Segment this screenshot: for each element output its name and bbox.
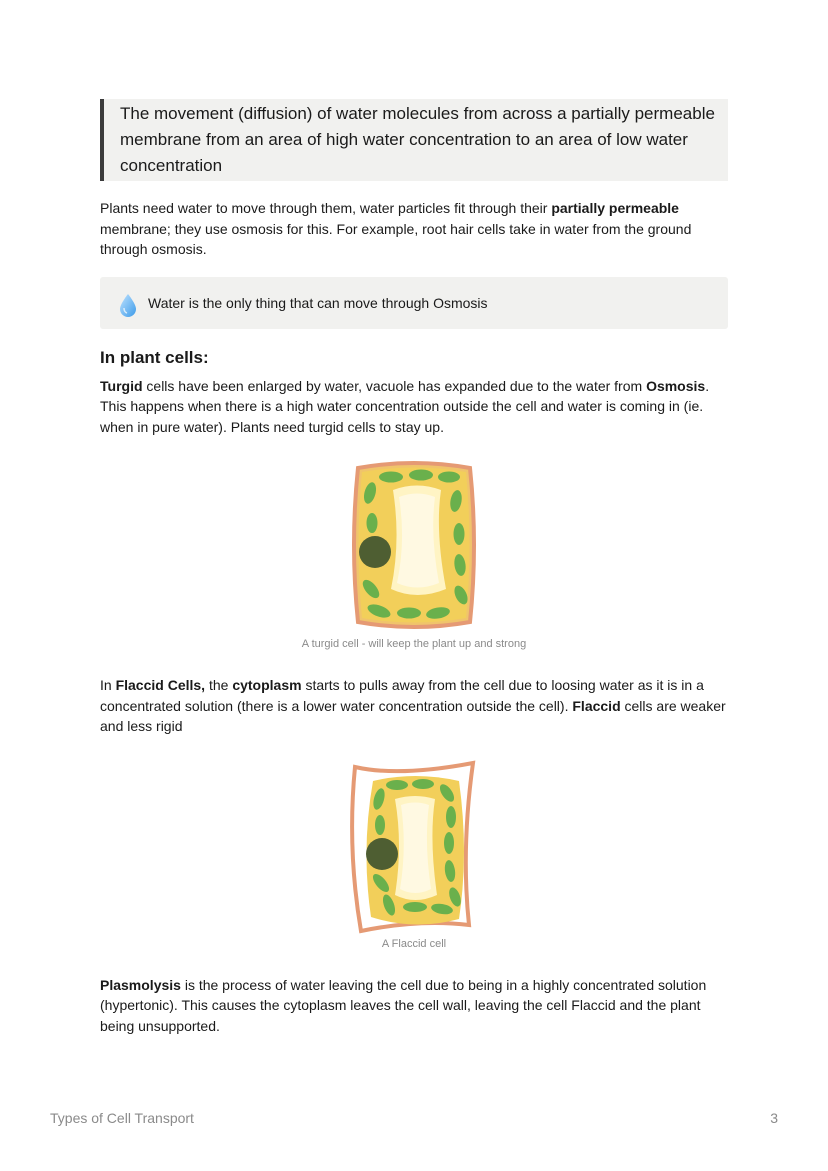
- nucleus: [366, 838, 398, 870]
- section-heading: In plant cells:: [100, 347, 209, 367]
- page-content: [100, 99, 728, 1036]
- callout-box: [100, 277, 728, 329]
- nucleus: [359, 536, 391, 568]
- footer-title: Types of Cell Transport: [50, 1110, 194, 1126]
- flaccid-caption: A Flaccid cell: [381, 937, 447, 950]
- page-number: 3: [770, 1110, 778, 1126]
- turgid-cell-diagram: [349, 459, 479, 631]
- paragraph-plasmolysis: Plasmolysis is the process of water leaving the cell due to being in a highly concentrated solution (hypertonic). This causes the cytoplasm leaves the cell wall, leaving the cell Flaccid and the plant being unsupported.: [100, 976, 707, 1034]
- turgid-caption: A turgid cell - will keep the plant up and strong: [301, 638, 527, 650]
- droplet-icon: [118, 293, 138, 317]
- definition-quote: The movement (diffusion) of water molecules from across a partially permeable membrane from an area of high water concentration to an area of low water concentration: [100, 99, 728, 181]
- flaccid-cell-diagram: [349, 759, 479, 935]
- paragraph-turgid: Turgid cells have been enlarged by water, vacuole has expanded due to the water from Osmosis. This happens when there is a high water concentration outside the cell and water is coming in (ie. when in pure water). Plants need turgid cells to stay up.: [100, 377, 710, 435]
- paragraph-flaccid: In Flaccid Cells, the cytoplasm starts to pulls away from the cell due to loosing water as it is in a concentrated solution (there is a lower water concentration outside the cell). Flaccid cells are weaker and less rigid: [100, 677, 726, 734]
- callout-text: Water is the only thing that can move through Osmosis: [148, 294, 488, 311]
- paragraph-osmosis-plants: Plants need water to move through them, water particles fit through their partially permeable membrane; they use osmosis for this. For example, root hair cells take in water from the ground through osmosis.: [100, 200, 692, 257]
- turgid-cell-figure: [100, 459, 728, 651]
- flaccid-cell-figure: [100, 759, 728, 951]
